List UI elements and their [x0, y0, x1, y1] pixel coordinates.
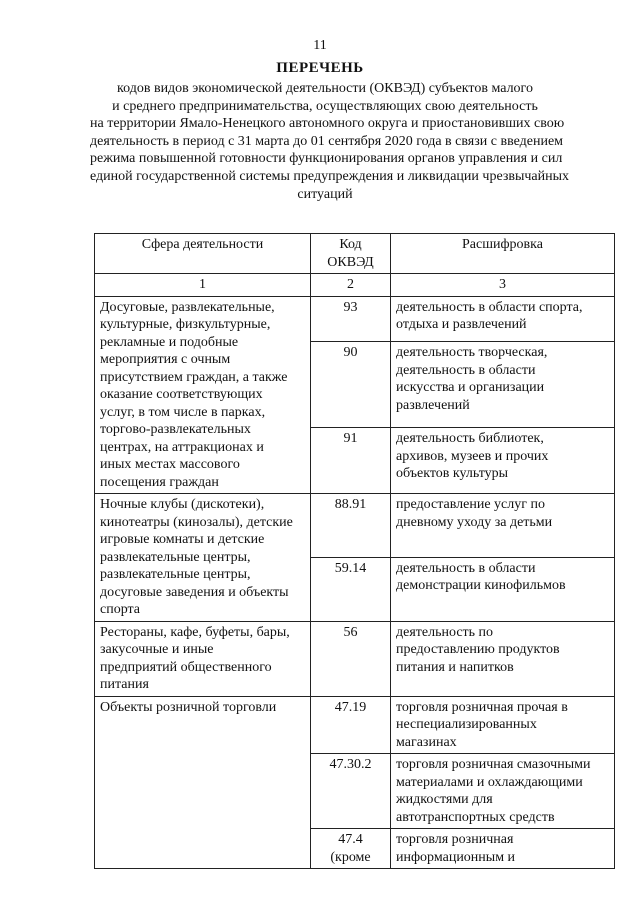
subtitle-line: единой государственной системы предупреждения и ликвидации чрезвычайных — [90, 168, 570, 184]
table-row — [95, 494, 615, 558]
description-cell: предоставление услуг по дневному уходу за детьми — [391, 494, 615, 558]
code-cell: 91 — [311, 428, 391, 494]
column-number: 3 — [391, 274, 615, 297]
sphere-cell: Досуговые, развлекательные, культурные, физкультурные, рекламные и подобные мероприятия с очным присутствием граждан, а также оказание соответствующих услуг, в том числе в парках, торгово-развлекательных центрах, на аттракционах и иных местах массового посещения граждан — [95, 296, 311, 494]
column-number-row — [95, 274, 615, 297]
subtitle-line: режима повышенной готовности функционирования органов управления и сил — [90, 151, 563, 167]
code-cell: 47.4 (кроме — [311, 829, 391, 869]
table-row — [95, 696, 615, 754]
subtitle-line: деятельность в период с 31 марта до 01 сентября 2020 года в связи с введением — [90, 133, 564, 149]
description-cell: торговля розничная прочая в неспециализированных магазинах — [391, 696, 615, 754]
table-header-row — [95, 234, 615, 274]
code-cell: 90 — [311, 342, 391, 428]
subtitle-line: кодов видов экономической деятельности (ОКВЭД) субъектов малого — [117, 81, 533, 96]
table-row — [95, 621, 615, 696]
code-cell: 56 — [311, 621, 391, 696]
column-number: 1 — [95, 274, 311, 297]
description-cell: деятельность в области демонстрации кинофильмов — [391, 557, 615, 621]
subtitle-line: на территории Ямало-Ненецкого автономного округа и приостановивших свою — [90, 116, 565, 132]
subtitle-line: ситуаций — [297, 186, 353, 202]
code-cell: 88.91 — [311, 494, 391, 558]
description-cell: деятельность библиотек, архивов, музеев и прочих объектов культуры — [391, 428, 615, 494]
header-description: Расшифровка — [391, 234, 615, 274]
table-row — [95, 296, 615, 342]
code-cell: 59.14 — [311, 557, 391, 621]
code-cell: 47.30.2 — [311, 754, 391, 829]
subtitle-line: и среднего предпринимательства, осуществляющих свою деятельность — [112, 98, 538, 114]
description-cell: деятельность в области спорта, отдыха и развлечений — [391, 296, 615, 342]
document-title: ПЕРЕЧЕНЬ — [276, 60, 364, 76]
code-cell: 47.19 — [311, 696, 391, 754]
sphere-cell: Ночные клубы (дискотеки), кинотеатры (кинозалы), детские игровые комнаты и детские развлекательные центры, развлекательные центры, досуговые заведения и объекты спорта — [95, 494, 311, 622]
sphere-cell: Рестораны, кафе, буфеты, бары, закусочные и иные предприятий общественного питания — [95, 621, 311, 696]
page-number: 11 — [313, 38, 327, 53]
okved-table — [94, 233, 615, 869]
description-cell: торговля розничная информационным и — [391, 829, 615, 869]
code-cell: 93 — [311, 296, 391, 342]
header-code: Код ОКВЭД — [311, 234, 391, 274]
sphere-cell: Объекты розничной торговли — [95, 696, 311, 869]
header-sphere: Сфера деятельности — [95, 234, 311, 274]
document-subtitle — [90, 80, 570, 203]
description-cell: торговля розничная смазочными материалами и охлаждающими жидкостями для автотранспортных средств — [391, 754, 615, 829]
description-cell: деятельность по предоставлению продуктов питания и напитков — [391, 621, 615, 696]
column-number: 2 — [311, 274, 391, 297]
description-cell: деятельность творческая, деятельность в области искусства и организации развлечений — [391, 342, 615, 428]
